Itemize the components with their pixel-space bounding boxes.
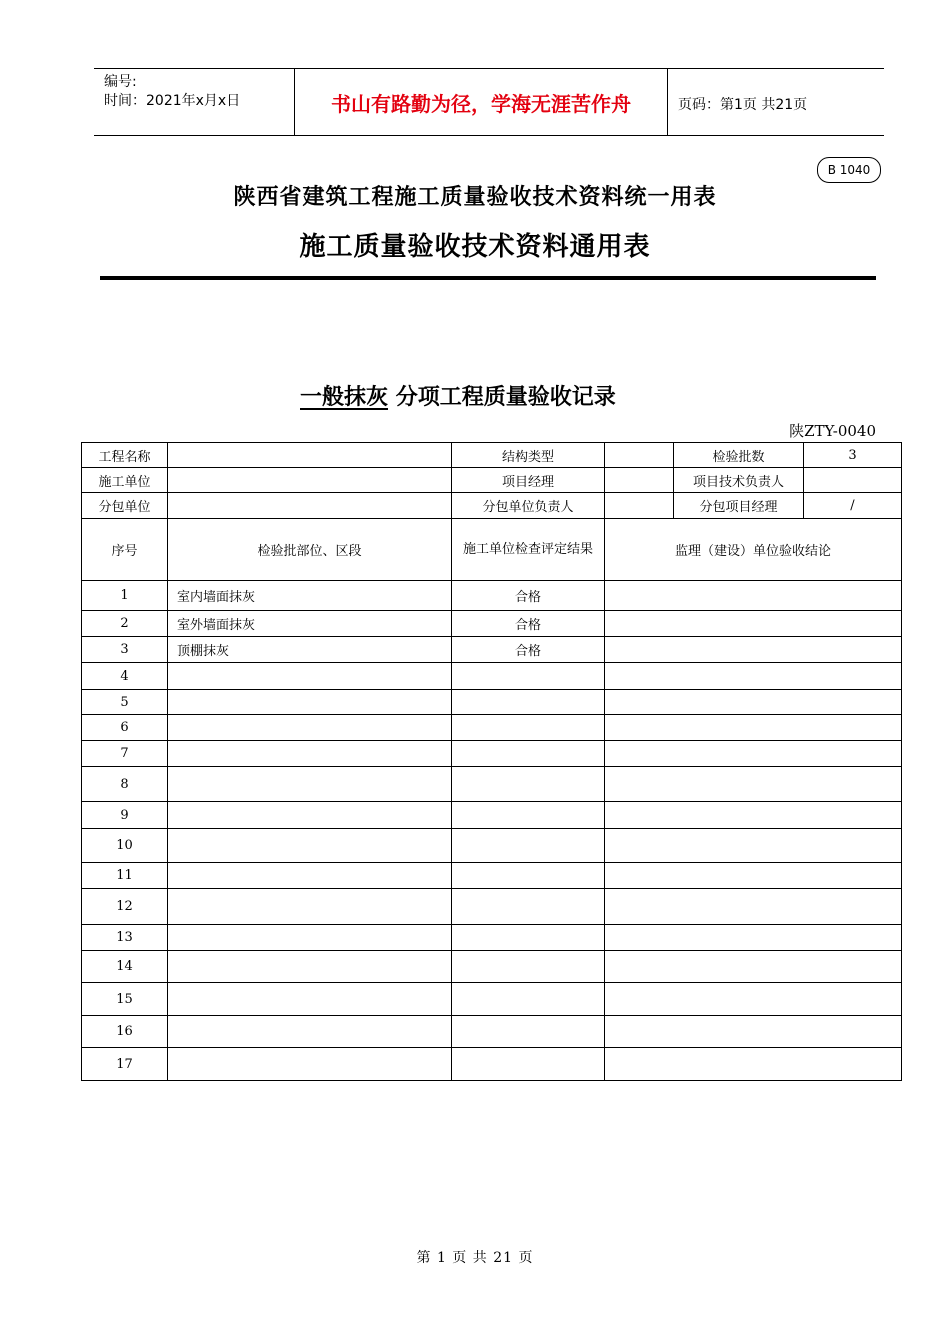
- info-row-project: [82, 443, 902, 468]
- data-rows: [82, 581, 902, 1081]
- technical-lead-value[interactable]: [804, 468, 902, 493]
- record-title: [300, 380, 616, 411]
- column-header-row: [82, 519, 902, 581]
- table-row: [82, 767, 902, 802]
- row-result[interactable]: 合格: [452, 637, 605, 663]
- row-conclusion[interactable]: [605, 663, 902, 690]
- row-section[interactable]: [168, 715, 452, 741]
- row-section[interactable]: [168, 951, 452, 983]
- row-result[interactable]: [452, 1048, 605, 1081]
- table-row: [82, 663, 902, 690]
- row-result[interactable]: [452, 889, 605, 925]
- row-section[interactable]: [168, 1048, 452, 1081]
- row-result[interactable]: 合格: [452, 581, 605, 611]
- title-rule: [100, 276, 876, 280]
- table-row: [82, 690, 902, 715]
- row-number: 1: [82, 581, 168, 611]
- table-row: [82, 741, 902, 767]
- subcontractor-lead-value[interactable]: [605, 493, 674, 519]
- row-result[interactable]: [452, 715, 605, 741]
- row-section[interactable]: [168, 767, 452, 802]
- subcontractor-value[interactable]: [168, 493, 452, 519]
- row-conclusion[interactable]: [605, 741, 902, 767]
- form-badge: B 1040: [817, 157, 881, 183]
- row-section[interactable]: [168, 925, 452, 951]
- col-seq-header: 序号: [82, 519, 168, 581]
- row-section[interactable]: [168, 983, 452, 1016]
- row-result[interactable]: [452, 863, 605, 889]
- table-row: [82, 715, 902, 741]
- code-label: 编号:: [104, 74, 137, 90]
- motto: 书山有路勤为径，学海无涯苦作舟: [331, 92, 631, 116]
- table-row: [82, 802, 902, 829]
- construction-unit-label: 施工单位: [82, 468, 168, 493]
- record-title-item: 一般抹灰: [300, 385, 389, 410]
- page-footer: 第 1 页 共 21 页: [416, 1250, 534, 1266]
- info-row-unit: [82, 468, 902, 493]
- batch-count-label: 检验批数: [674, 443, 804, 468]
- row-section[interactable]: [168, 1016, 452, 1048]
- row-number: 11: [82, 863, 168, 889]
- row-number: 14: [82, 951, 168, 983]
- row-result[interactable]: [452, 925, 605, 951]
- row-result[interactable]: [452, 767, 605, 802]
- row-conclusion[interactable]: [605, 829, 902, 863]
- row-result[interactable]: [452, 663, 605, 690]
- row-number: 12: [82, 889, 168, 925]
- row-conclusion[interactable]: [605, 611, 902, 637]
- row-section[interactable]: 顶棚抹灰: [168, 637, 452, 663]
- title-line-1: 陕西省建筑工程施工质量验收技术资料统一用表: [233, 185, 717, 210]
- row-number: 8: [82, 767, 168, 802]
- row-result[interactable]: [452, 1016, 605, 1048]
- row-conclusion[interactable]: [605, 1048, 902, 1081]
- row-conclusion[interactable]: [605, 767, 902, 802]
- table-row: [82, 863, 902, 889]
- row-conclusion[interactable]: [605, 951, 902, 983]
- col-supervision-header: 监理（建设）单位验收结论: [605, 519, 902, 581]
- row-section[interactable]: [168, 663, 452, 690]
- subcontract-manager-label: 分包项目经理: [674, 493, 804, 519]
- page-info: 页码：第1页 共21页: [678, 97, 808, 113]
- row-conclusion[interactable]: [605, 637, 902, 663]
- row-result[interactable]: [452, 690, 605, 715]
- row-section[interactable]: [168, 690, 452, 715]
- row-number: 2: [82, 611, 168, 637]
- row-number: 4: [82, 663, 168, 690]
- row-section[interactable]: [168, 829, 452, 863]
- info-row-subcontract: [82, 493, 902, 519]
- acceptance-table: [81, 442, 902, 1081]
- row-conclusion[interactable]: [605, 863, 902, 889]
- row-conclusion[interactable]: [605, 1016, 902, 1048]
- table-row: [82, 637, 902, 663]
- row-result[interactable]: [452, 983, 605, 1016]
- construction-unit-value[interactable]: [168, 468, 452, 493]
- project-manager-value[interactable]: [605, 468, 674, 493]
- col-section-header: 检验批部位、区段: [168, 519, 452, 581]
- table-row: [82, 983, 902, 1016]
- record-title-rest: 分项工程质量验收记录: [395, 385, 616, 410]
- header-bottom-rule: [94, 135, 884, 136]
- header-divider-left: [294, 68, 295, 135]
- row-number: 17: [82, 1048, 168, 1081]
- row-conclusion[interactable]: [605, 983, 902, 1016]
- row-result[interactable]: 合格: [452, 611, 605, 637]
- row-section[interactable]: [168, 802, 452, 829]
- header-top-rule: [94, 68, 884, 69]
- structure-type-label: 结构类型: [452, 443, 605, 468]
- project-name-value[interactable]: [168, 443, 452, 468]
- technical-lead-label: 项目技术负责人: [674, 468, 804, 493]
- time-label: 时间：2021年x月x日: [104, 93, 241, 109]
- row-result[interactable]: [452, 802, 605, 829]
- batch-count-value[interactable]: 3: [804, 443, 902, 468]
- row-number: 6: [82, 715, 168, 741]
- row-number: 10: [82, 829, 168, 863]
- table-row: [82, 889, 902, 925]
- title-line-2: 施工质量验收技术资料通用表: [299, 232, 651, 262]
- row-conclusion[interactable]: [605, 925, 902, 951]
- row-conclusion[interactable]: [605, 802, 902, 829]
- row-number: 9: [82, 802, 168, 829]
- table-row: [82, 611, 902, 637]
- table-row: [82, 581, 902, 611]
- row-conclusion[interactable]: [605, 715, 902, 741]
- subcontractor-lead-label: 分包单位负责人: [452, 493, 605, 519]
- row-number: 5: [82, 690, 168, 715]
- row-section[interactable]: [168, 889, 452, 925]
- table-row: [82, 951, 902, 983]
- table-row: [82, 1048, 902, 1081]
- table-row: [82, 925, 902, 951]
- row-number: 13: [82, 925, 168, 951]
- row-result[interactable]: [452, 829, 605, 863]
- project-name-label: 工程名称: [82, 443, 168, 468]
- row-number: 7: [82, 741, 168, 767]
- row-conclusion[interactable]: [605, 889, 902, 925]
- row-section[interactable]: 室外墙面抹灰: [168, 611, 452, 637]
- row-section[interactable]: [168, 863, 452, 889]
- form-code: 陕ZTY-0040: [789, 422, 876, 440]
- table-row: [82, 1016, 902, 1048]
- row-result[interactable]: [452, 741, 605, 767]
- subcontractor-label: 分包单位: [82, 493, 168, 519]
- subcontract-manager-value[interactable]: /: [804, 493, 902, 519]
- structure-type-value[interactable]: [605, 443, 674, 468]
- row-number: 3: [82, 637, 168, 663]
- row-conclusion[interactable]: [605, 690, 902, 715]
- header-divider-right: [667, 68, 668, 135]
- table-row: [82, 829, 902, 863]
- row-section[interactable]: 室内墙面抹灰: [168, 581, 452, 611]
- project-manager-label: 项目经理: [452, 468, 605, 493]
- row-number: 15: [82, 983, 168, 1016]
- row-result[interactable]: [452, 951, 605, 983]
- row-section[interactable]: [168, 741, 452, 767]
- row-conclusion[interactable]: [605, 581, 902, 611]
- col-self-check-header: 施工单位检查评定结果: [452, 519, 605, 581]
- row-number: 16: [82, 1016, 168, 1048]
